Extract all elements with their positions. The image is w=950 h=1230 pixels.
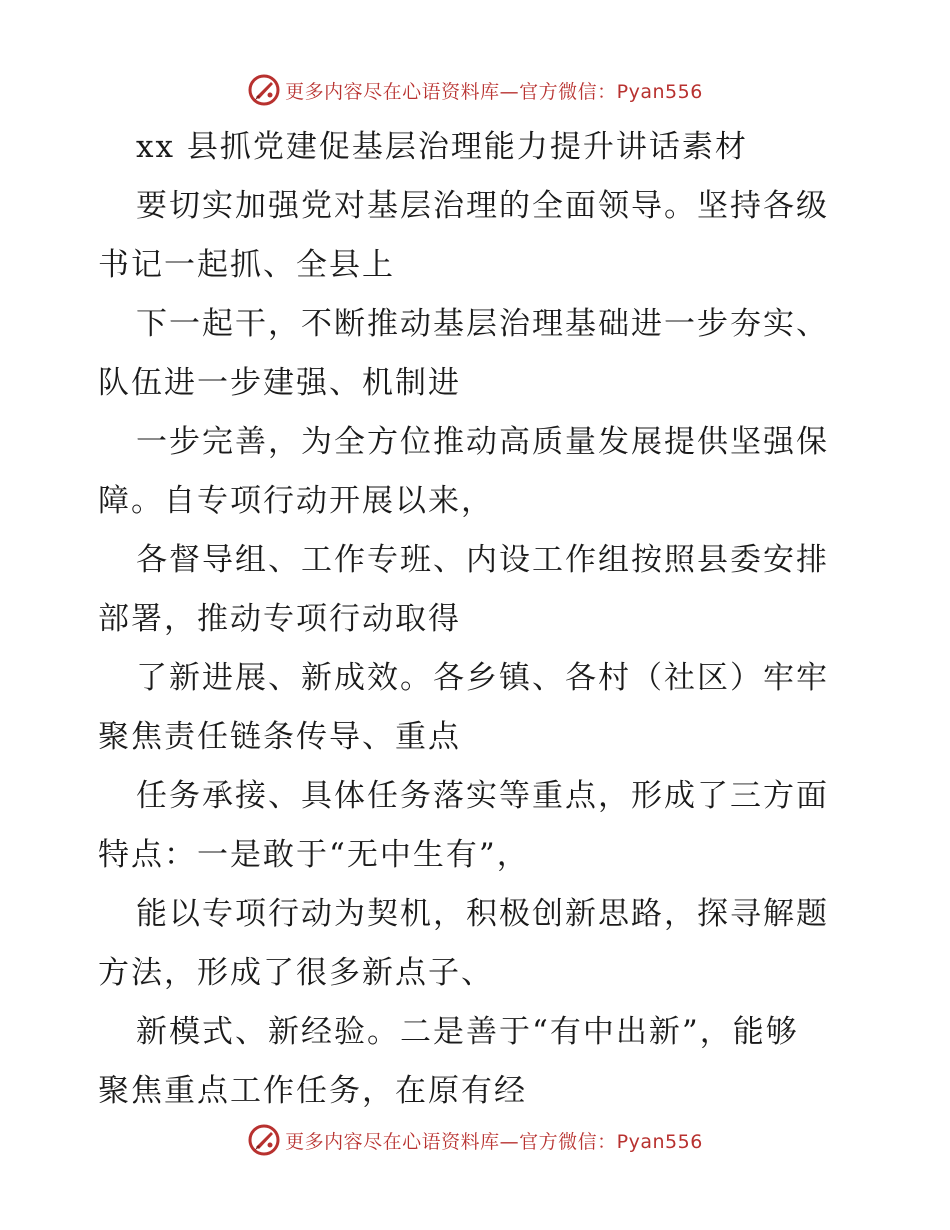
text-line: 要切实加强党对基层治理的全面领导。坚持各级 [136, 188, 829, 224]
text-line: 新模式、新经验。二是善于“有中出新”，能够 [136, 1014, 799, 1050]
text-line: 特点：一是敢于“无中生有”， [98, 837, 530, 873]
text-line: 任务承接、具体任务落实等重点，形成了三方面 [136, 778, 829, 814]
header-banner-text: 更多内容尽在心语资料库—官方微信：Pyan556 [285, 80, 703, 103]
text-line: 各督导组、工作专班、内设工作组按照县委安排 [136, 542, 829, 578]
text-line: 队伍进一步建强、机制进 [98, 365, 461, 401]
text-line: 障。自专项行动开展以来， [98, 483, 494, 519]
text-line: 部署，推动专项行动取得 [98, 601, 461, 637]
text-line: 书记一起抓、全县上 [98, 247, 395, 283]
text-line: 聚焦责任链条传导、重点 [98, 719, 461, 755]
text-line: 方法，形成了很多新点子、 [98, 955, 494, 991]
quill-pen-seal-icon [247, 1123, 281, 1157]
text-line: 一步完善，为全方位推动高质量发展提供坚强保 [136, 424, 829, 460]
text-line: 能以专项行动为契机，积极创新思路，探寻解题 [136, 896, 829, 932]
text-line: 了新进展、新成效。各乡镇、各村（社区）牢牢 [136, 660, 829, 696]
header-banner [0, 70, 950, 110]
text-line: 下一起干，不断推动基层治理基础进一步夯实、 [136, 306, 829, 342]
footer-banner [0, 1120, 950, 1160]
footer-banner-text: 更多内容尽在心语资料库—官方微信：Pyan556 [285, 1130, 703, 1153]
quill-pen-seal-icon [247, 73, 281, 107]
document-body [98, 118, 858, 1121]
text-line: 聚焦重点工作任务，在原有经 [98, 1073, 527, 1109]
document-title: xx 县抓党建促基层治理能力提升讲话素材 [136, 129, 748, 165]
